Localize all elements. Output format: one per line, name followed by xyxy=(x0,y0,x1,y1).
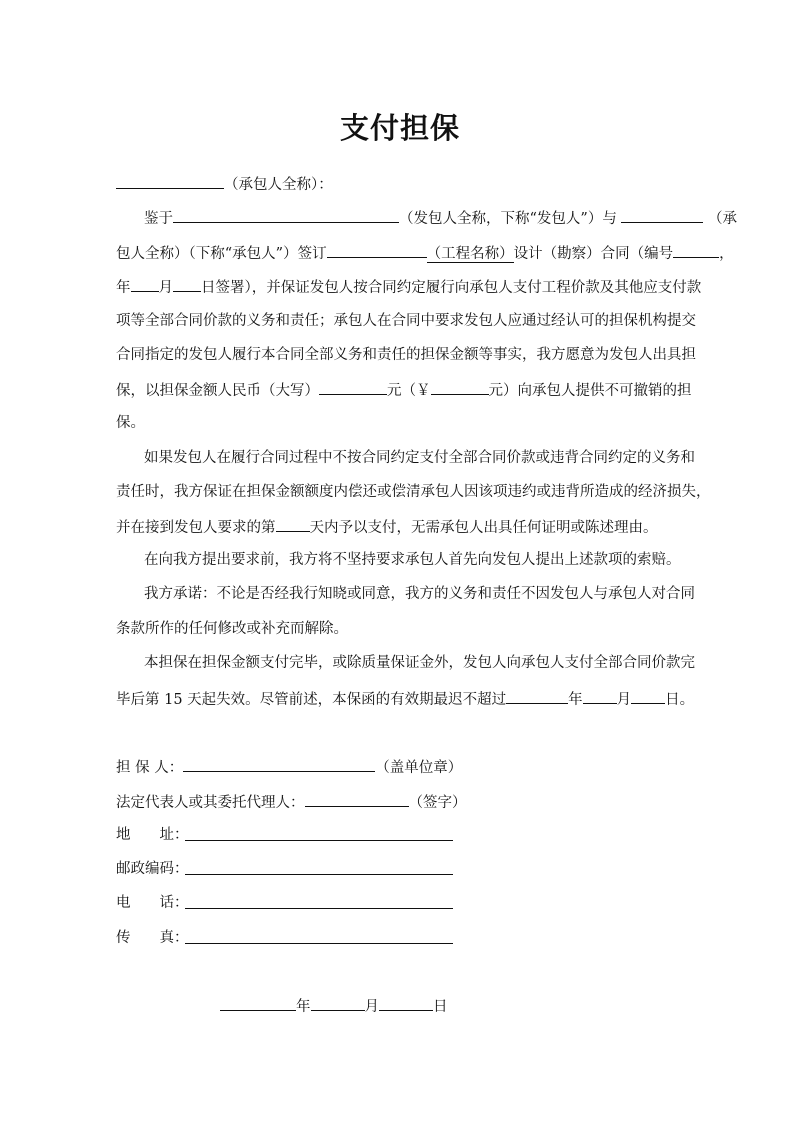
representative-row xyxy=(116,791,467,813)
guarantor-blank[interactable] xyxy=(183,756,375,772)
sign-day-blank[interactable] xyxy=(173,276,201,292)
fax-blank[interactable] xyxy=(185,943,453,944)
p1-line3: 年 月 日签署），并保证发包人按合同约定履行向承包人支付工程价款及其他应支付款 xyxy=(116,276,701,298)
contract-number-blank[interactable] xyxy=(673,242,719,258)
p2-line3: 并在接到发包人要求的第 天内予以支付，无需承包人出具任何证明或陈述理由。 xyxy=(116,516,658,538)
fax-row xyxy=(116,928,189,948)
p2-line2: 责任时，我方保证在担保金额额度内偿还或偿清承包人因该项违约或违背所造成的经济损失， xyxy=(116,484,711,500)
p4-line1: 我方承诺：不论是否经我行知晓或同意，我方的义务和责任不因发包人与承包人对合同 xyxy=(144,586,695,602)
representative-label: 法定代表人或其委托代理人： xyxy=(116,795,305,811)
expiry-day-blank[interactable] xyxy=(631,688,665,704)
fax-label: 传 真： xyxy=(116,930,189,946)
sign-month-blank[interactable] xyxy=(131,276,159,292)
date-month-blank[interactable] xyxy=(311,995,365,1011)
amount-words-blank[interactable] xyxy=(319,379,387,395)
postcode-blank[interactable] xyxy=(185,874,453,875)
guarantor-label: 担 保 人： xyxy=(116,760,184,776)
guarantor-note: （盖单位章） xyxy=(375,760,463,776)
representative-blank[interactable] xyxy=(305,791,409,807)
payment-days-blank[interactable] xyxy=(276,516,310,532)
project-blank-left[interactable] xyxy=(327,242,427,258)
p1-line5: 合同指定的发包人履行本合同全部义务和责任的担保金额等事实，我方愿意为发包人出具担 xyxy=(116,347,696,363)
p4-line2: 条款所作的任何修改或补充而解除。 xyxy=(116,621,348,637)
contractor-name-blank[interactable] xyxy=(116,173,224,189)
p1-line7: 保。 xyxy=(116,415,145,431)
p2-line1: 如果发包人在履行合同过程中不按合同约定支付全部合同价款或违背合同约定的义务和 xyxy=(144,450,695,466)
amount-figures-blank[interactable] xyxy=(431,379,489,395)
phone-label: 电 话： xyxy=(116,895,189,911)
project-name-field[interactable]: （工程名称） xyxy=(426,246,514,262)
addressee-line xyxy=(116,173,333,195)
expiry-month-blank[interactable] xyxy=(583,688,617,704)
postcode-row xyxy=(116,859,189,879)
representative-note: （签字） xyxy=(408,795,467,811)
guarantor-row xyxy=(116,756,462,778)
p5-line2: 毕后第 15 天起失效。尽管前述，本保函的有效期最迟不超过 年 月 日。 xyxy=(116,688,694,710)
address-label: 地 址： xyxy=(116,827,189,843)
postcode-label: 邮政编码： xyxy=(116,861,189,877)
p3-line1: 在向我方提出要求前，我方将不坚持要求承包人首先向发包人提出上述款项的索赔。 xyxy=(144,552,681,568)
expiry-year-blank[interactable] xyxy=(506,688,568,704)
p1-line1: 鉴于 （发包人全称，下称“发包人”）与 （承 xyxy=(144,207,737,229)
address-row xyxy=(116,825,189,845)
date-year-blank[interactable] xyxy=(220,995,296,1011)
p1-line6: 保，以担保金额人民币（大写） 元（￥ 元）向承包人提供不可撤销的担 xyxy=(116,379,692,401)
date-row: 年 月 日 xyxy=(220,995,448,1017)
phone-row xyxy=(116,893,189,913)
address-blank[interactable] xyxy=(185,840,453,841)
phone-blank[interactable] xyxy=(185,908,453,909)
p1-line2: 包人全称）（下称“承包人”）签订 （工程名称）设计（勘察）合同（编号 ， xyxy=(116,242,734,264)
date-day-blank[interactable] xyxy=(379,995,433,1011)
p5-line1: 本担保在担保金额支付完毕，或除质量保证金外，发包人向承包人支付全部合同价款完 xyxy=(144,655,695,671)
addressee-suffix: （承包人全称）： xyxy=(224,177,333,193)
employer-name-blank[interactable] xyxy=(173,207,399,223)
document-title: 支付担保 xyxy=(339,111,460,145)
p1-line4: 项等全部合同价款的义务和责任；承包人在合同中要求发包人应通过经认可的担保机构提交 xyxy=(116,313,696,329)
contractor-name-blank-2[interactable] xyxy=(621,207,703,223)
